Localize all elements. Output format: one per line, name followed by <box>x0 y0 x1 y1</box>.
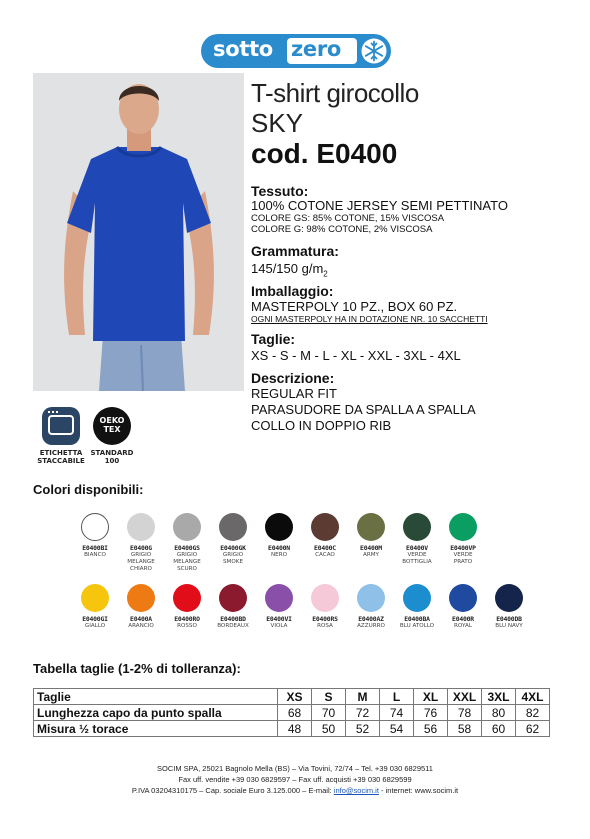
color-swatch <box>173 513 201 541</box>
table-row <box>34 705 550 721</box>
color-swatch <box>311 584 339 612</box>
label-tag-icon <box>42 407 80 445</box>
grammatura-label: Grammatura: <box>251 243 339 259</box>
taglie-value: XS - S - M - L - XL - XXL - 3XL - 4XL <box>251 348 461 363</box>
etichetta-caption-line1: ETICHETTA <box>39 449 83 457</box>
grammatura-value <box>251 261 328 279</box>
table-cell: 72 <box>346 705 380 721</box>
table-cell: 60 <box>482 721 516 737</box>
table-cell: 80 <box>482 705 516 721</box>
color-name-line: SMOKE <box>223 559 243 565</box>
color-swatch <box>219 513 247 541</box>
product-code: cod. E0400 <box>251 138 398 169</box>
color-code: E0400N <box>268 544 290 552</box>
oeko-caption-line2: 100 <box>104 457 120 465</box>
footer-line-3-a: P.IVA 03204310175 – Cap. sociale Euro 3.125.000 – E-mail: <box>131 786 334 795</box>
color-code: E0400BD <box>220 615 246 623</box>
header-cell: 4XL <box>516 689 550 705</box>
tessuto-label: Tessuto: <box>251 183 309 199</box>
table-cell: 58 <box>448 721 482 737</box>
color-name-line: ROYAL <box>454 623 472 629</box>
label-tag-dots <box>48 411 58 413</box>
table-cell: 52 <box>346 721 380 737</box>
oeko-caption <box>82 449 142 465</box>
oeko-tex-bottom: TEX <box>103 425 121 434</box>
color-name-line: MELANGE <box>173 559 201 565</box>
color-name-line: GIALLO <box>84 623 106 629</box>
color-name-line: BOTTIGLIA <box>402 559 432 565</box>
table-cell: 50 <box>312 721 346 737</box>
grammatura-number: 145/150 g/m <box>251 261 324 276</box>
header-cell: 3XL <box>482 689 516 705</box>
color-name-line: ARMY <box>363 552 379 558</box>
color-code: E0400G <box>130 544 152 552</box>
colors-title: Colori disponibili: <box>33 482 144 497</box>
color-code: E0400GK <box>220 544 246 552</box>
color-code: E0400V <box>406 544 428 552</box>
size-table-title: Tabella taglie (1-2% di tolleranza): <box>33 661 241 676</box>
header-cell: Taglie <box>34 689 278 705</box>
footer-line-3-b: - internet: www.socim.it <box>378 786 459 795</box>
header-cell: S <box>312 689 346 705</box>
tessuto-note-2: COLORE G: 98% COTONE, 2% VISCOSA <box>251 224 433 235</box>
color-name-line: BLU NAVY <box>495 623 523 629</box>
color-code: E0400C <box>314 544 336 552</box>
color-code: E0400BA <box>404 615 430 623</box>
table-cell: 62 <box>516 721 550 737</box>
color-swatch <box>265 584 293 612</box>
table-cell: 82 <box>516 705 550 721</box>
color-swatch <box>81 513 109 541</box>
color-name-line: GRIGIO <box>176 552 198 558</box>
row-label: Misura ½ torace <box>34 721 278 737</box>
color-name-line: MELANGE <box>127 559 155 565</box>
header-cell: L <box>380 689 414 705</box>
label-tag-frame <box>48 415 74 435</box>
color-name-line: VERDE <box>453 552 473 558</box>
tessuto-note-1: COLORE GS: 85% COTONE, 15% VISCOSA <box>251 213 445 224</box>
color-name-line: GRIGIO <box>130 552 152 558</box>
size-table-header <box>34 689 550 705</box>
etichetta-caption-line2: STACCABILE <box>37 457 85 465</box>
color-name-line: ROSA <box>317 623 333 629</box>
descrizione-label: Descrizione: <box>251 370 335 386</box>
table-cell: 68 <box>278 705 312 721</box>
color-swatch <box>173 584 201 612</box>
color-swatch <box>127 584 155 612</box>
color-swatch <box>449 513 477 541</box>
footer-email-link[interactable]: info@socim.it <box>333 786 379 795</box>
descrizione-line-1: REGULAR FIT <box>251 386 337 401</box>
color-name-line: BLU ATOLLO <box>399 623 435 629</box>
table-cell: 54 <box>380 721 414 737</box>
table-cell: 48 <box>278 721 312 737</box>
color-name-line: ARANCIO <box>128 623 154 629</box>
color-swatch <box>127 513 155 541</box>
color-name-line: VIOLA <box>270 623 288 629</box>
color-name-line: ROSSO <box>177 623 197 629</box>
color-swatch <box>219 584 247 612</box>
color-swatch <box>357 513 385 541</box>
snowflake-icon <box>361 38 387 64</box>
table-cell: 76 <box>414 705 448 721</box>
color-code: E0400AZ <box>358 615 384 623</box>
table-cell: 78 <box>448 705 482 721</box>
model-tshirt-illustration <box>33 73 244 391</box>
color-swatch <box>495 584 523 612</box>
color-code: E0400VI <box>266 615 292 623</box>
oeko-caption-line1: STANDARD <box>90 449 134 457</box>
color-swatch <box>403 584 431 612</box>
table-row <box>34 721 550 737</box>
color-name-line: NERO <box>270 552 287 558</box>
logo-word-zero: zero <box>291 37 342 61</box>
color-code: E0400M <box>360 544 382 552</box>
header-cell: XS <box>278 689 312 705</box>
oeko-tex-top: OEKO <box>99 416 125 425</box>
product-title-line2: SKY <box>251 108 304 138</box>
product-photo <box>33 73 244 391</box>
color-name-line: SCURO <box>177 566 197 572</box>
grammatura-unit: 2 <box>323 269 328 279</box>
imballaggio-note: OGNI MASTERPOLY HA IN DOTAZIONE NR. 10 SACCHETTI <box>251 314 488 324</box>
color-name-line: VERDE <box>407 552 427 558</box>
color-code: E0400GS <box>174 544 200 552</box>
descrizione-line-2: PARASUDORE DA SPALLA A SPALLA <box>251 402 476 417</box>
header-cell: XXL <box>448 689 482 705</box>
footer-line-2: Fax uff. vendite +39 030 6829597 – Fax uff. acquisti +39 030 6829599 <box>178 775 412 784</box>
color-code: E0400VP <box>450 544 476 552</box>
table-cell: 56 <box>414 721 448 737</box>
taglie-label: Taglie: <box>251 331 296 347</box>
color-code: E0400BI <box>82 544 108 552</box>
color-swatch <box>403 513 431 541</box>
color-name-line: BORDEAUX <box>217 623 249 629</box>
color-name-line: AZZURRO <box>357 623 385 629</box>
color-swatch <box>81 584 109 612</box>
color-name <box>433 552 493 566</box>
descrizione-line-3: COLLO IN DOPPIO RIB <box>251 418 392 433</box>
color-code: E0400R <box>452 615 474 623</box>
color-code: E0400A <box>130 615 152 623</box>
brand-logo <box>201 34 391 68</box>
color-code: E0400DB <box>496 615 522 623</box>
color-name-line: BIANCO <box>84 552 106 558</box>
color-code: E0400GI <box>82 615 108 623</box>
color-swatch <box>265 513 293 541</box>
tessuto-value: 100% COTONE JERSEY SEMI PETTINATO <box>251 198 508 213</box>
color-name-line: PRATO <box>453 559 473 565</box>
color-swatch <box>311 513 339 541</box>
color-code: E0400RS <box>312 615 338 623</box>
header-cell: M <box>346 689 380 705</box>
color-swatch <box>449 584 477 612</box>
color-swatch <box>357 584 385 612</box>
footer-line-1: SOCIM SPA, 25021 Bagnolo Mella (BS) – Via Tovini, 72/74 – Tel. +39 030 6829511 <box>157 764 433 773</box>
size-table <box>33 688 550 737</box>
imballaggio-value: MASTERPOLY 10 PZ., BOX 60 PZ. <box>251 299 458 314</box>
color-code: E0400RO <box>174 615 200 623</box>
logo-word-sotto: sotto <box>213 37 273 61</box>
imballaggio-label: Imballaggio: <box>251 283 334 299</box>
color-name-line: GRIGIO <box>222 552 244 558</box>
header-cell: XL <box>414 689 448 705</box>
footer-line-3 <box>0 786 590 795</box>
color-name-line: CACAO <box>315 552 335 558</box>
color-name-line: CHIARO <box>130 566 152 572</box>
table-cell: 70 <box>312 705 346 721</box>
row-label: Lunghezza capo da punto spalla <box>34 705 278 721</box>
color-name <box>479 623 539 630</box>
product-title-line1: T-shirt girocollo <box>251 78 419 108</box>
oeko-tex-icon <box>93 407 131 445</box>
table-cell: 74 <box>380 705 414 721</box>
